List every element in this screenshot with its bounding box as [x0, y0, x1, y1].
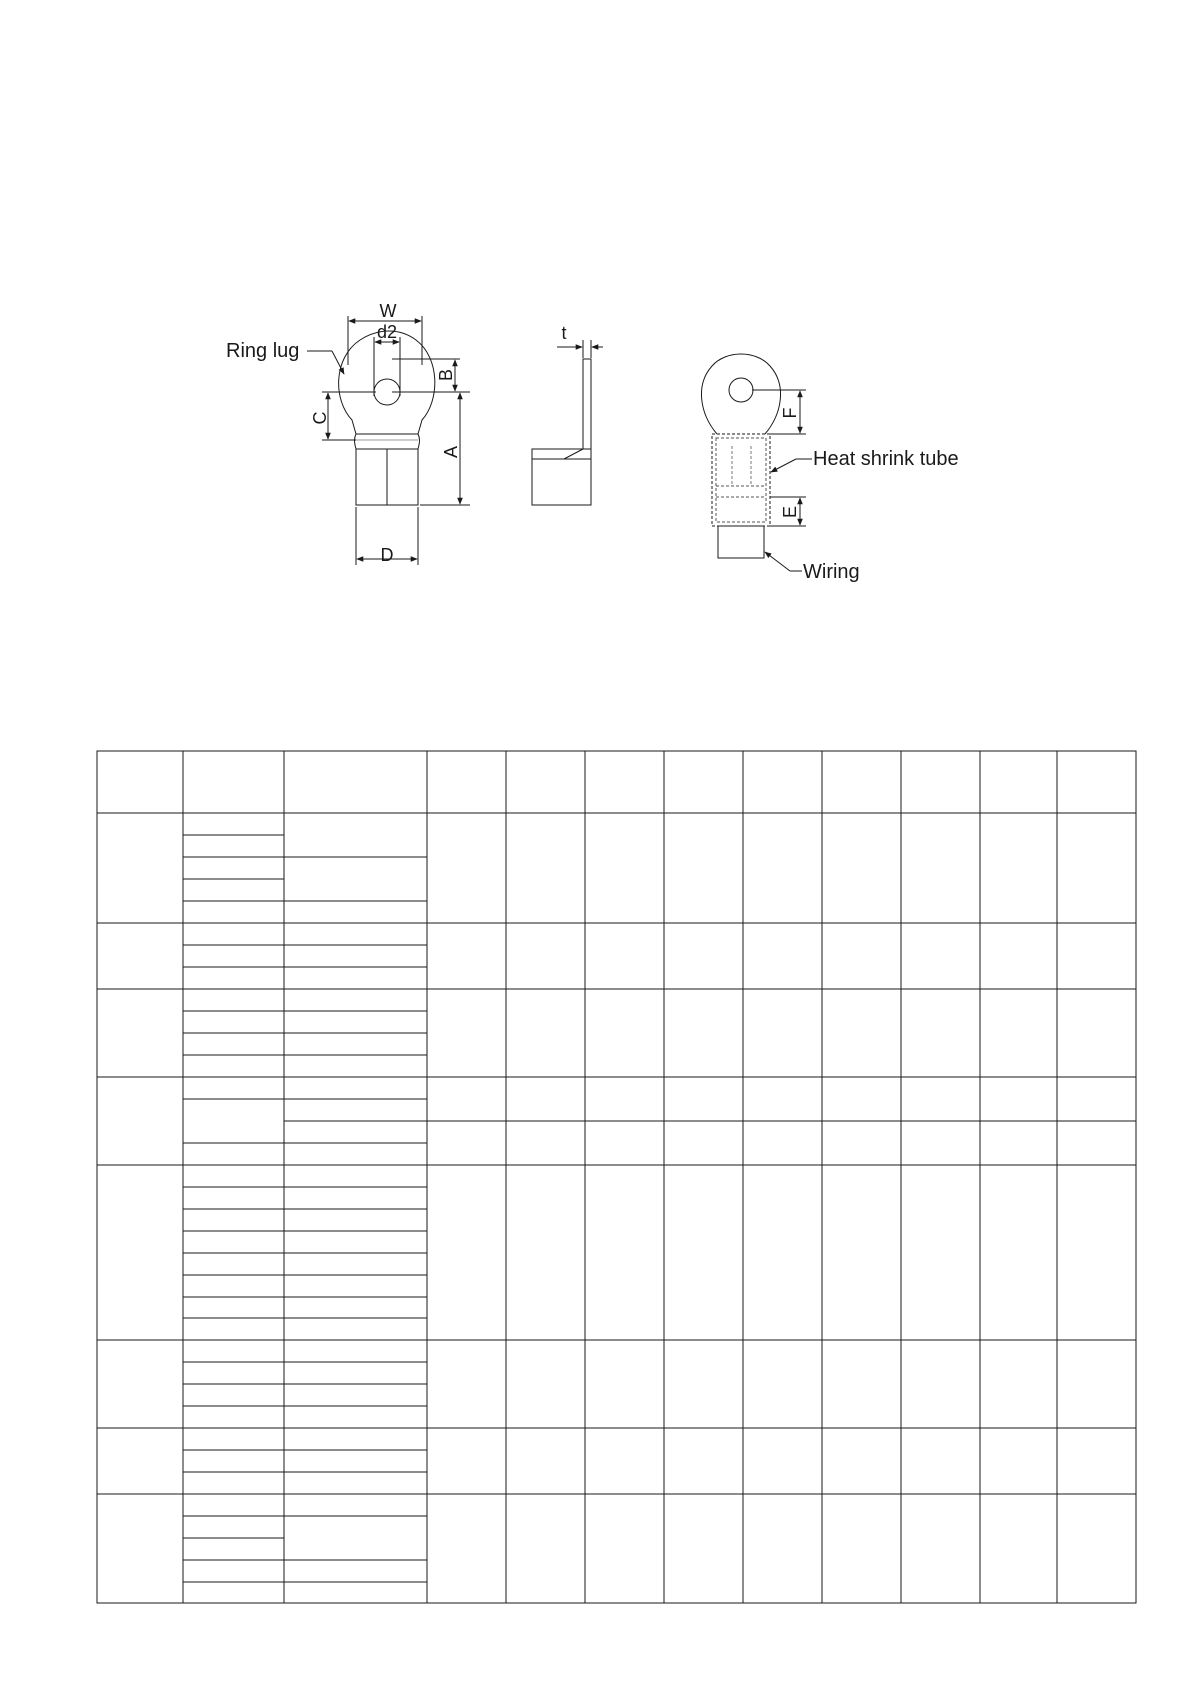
dim-label-d2: d2 — [376, 322, 398, 342]
dim-label-w: W — [379, 301, 397, 321]
callout-wiring: Wiring — [803, 561, 860, 583]
dim-label-e: E — [780, 505, 800, 519]
callout-ring-lug: Ring lug — [226, 340, 300, 362]
dim-label-a: A — [441, 445, 461, 459]
dim-label-d: D — [380, 545, 394, 565]
dim-label-t: t — [561, 323, 567, 343]
dim-label-c: C — [310, 411, 330, 425]
dim-label-f: F — [780, 407, 800, 419]
callout-heat-shrink-tube: Heat shrink tube — [813, 448, 959, 470]
dim-label-b: B — [436, 368, 456, 382]
